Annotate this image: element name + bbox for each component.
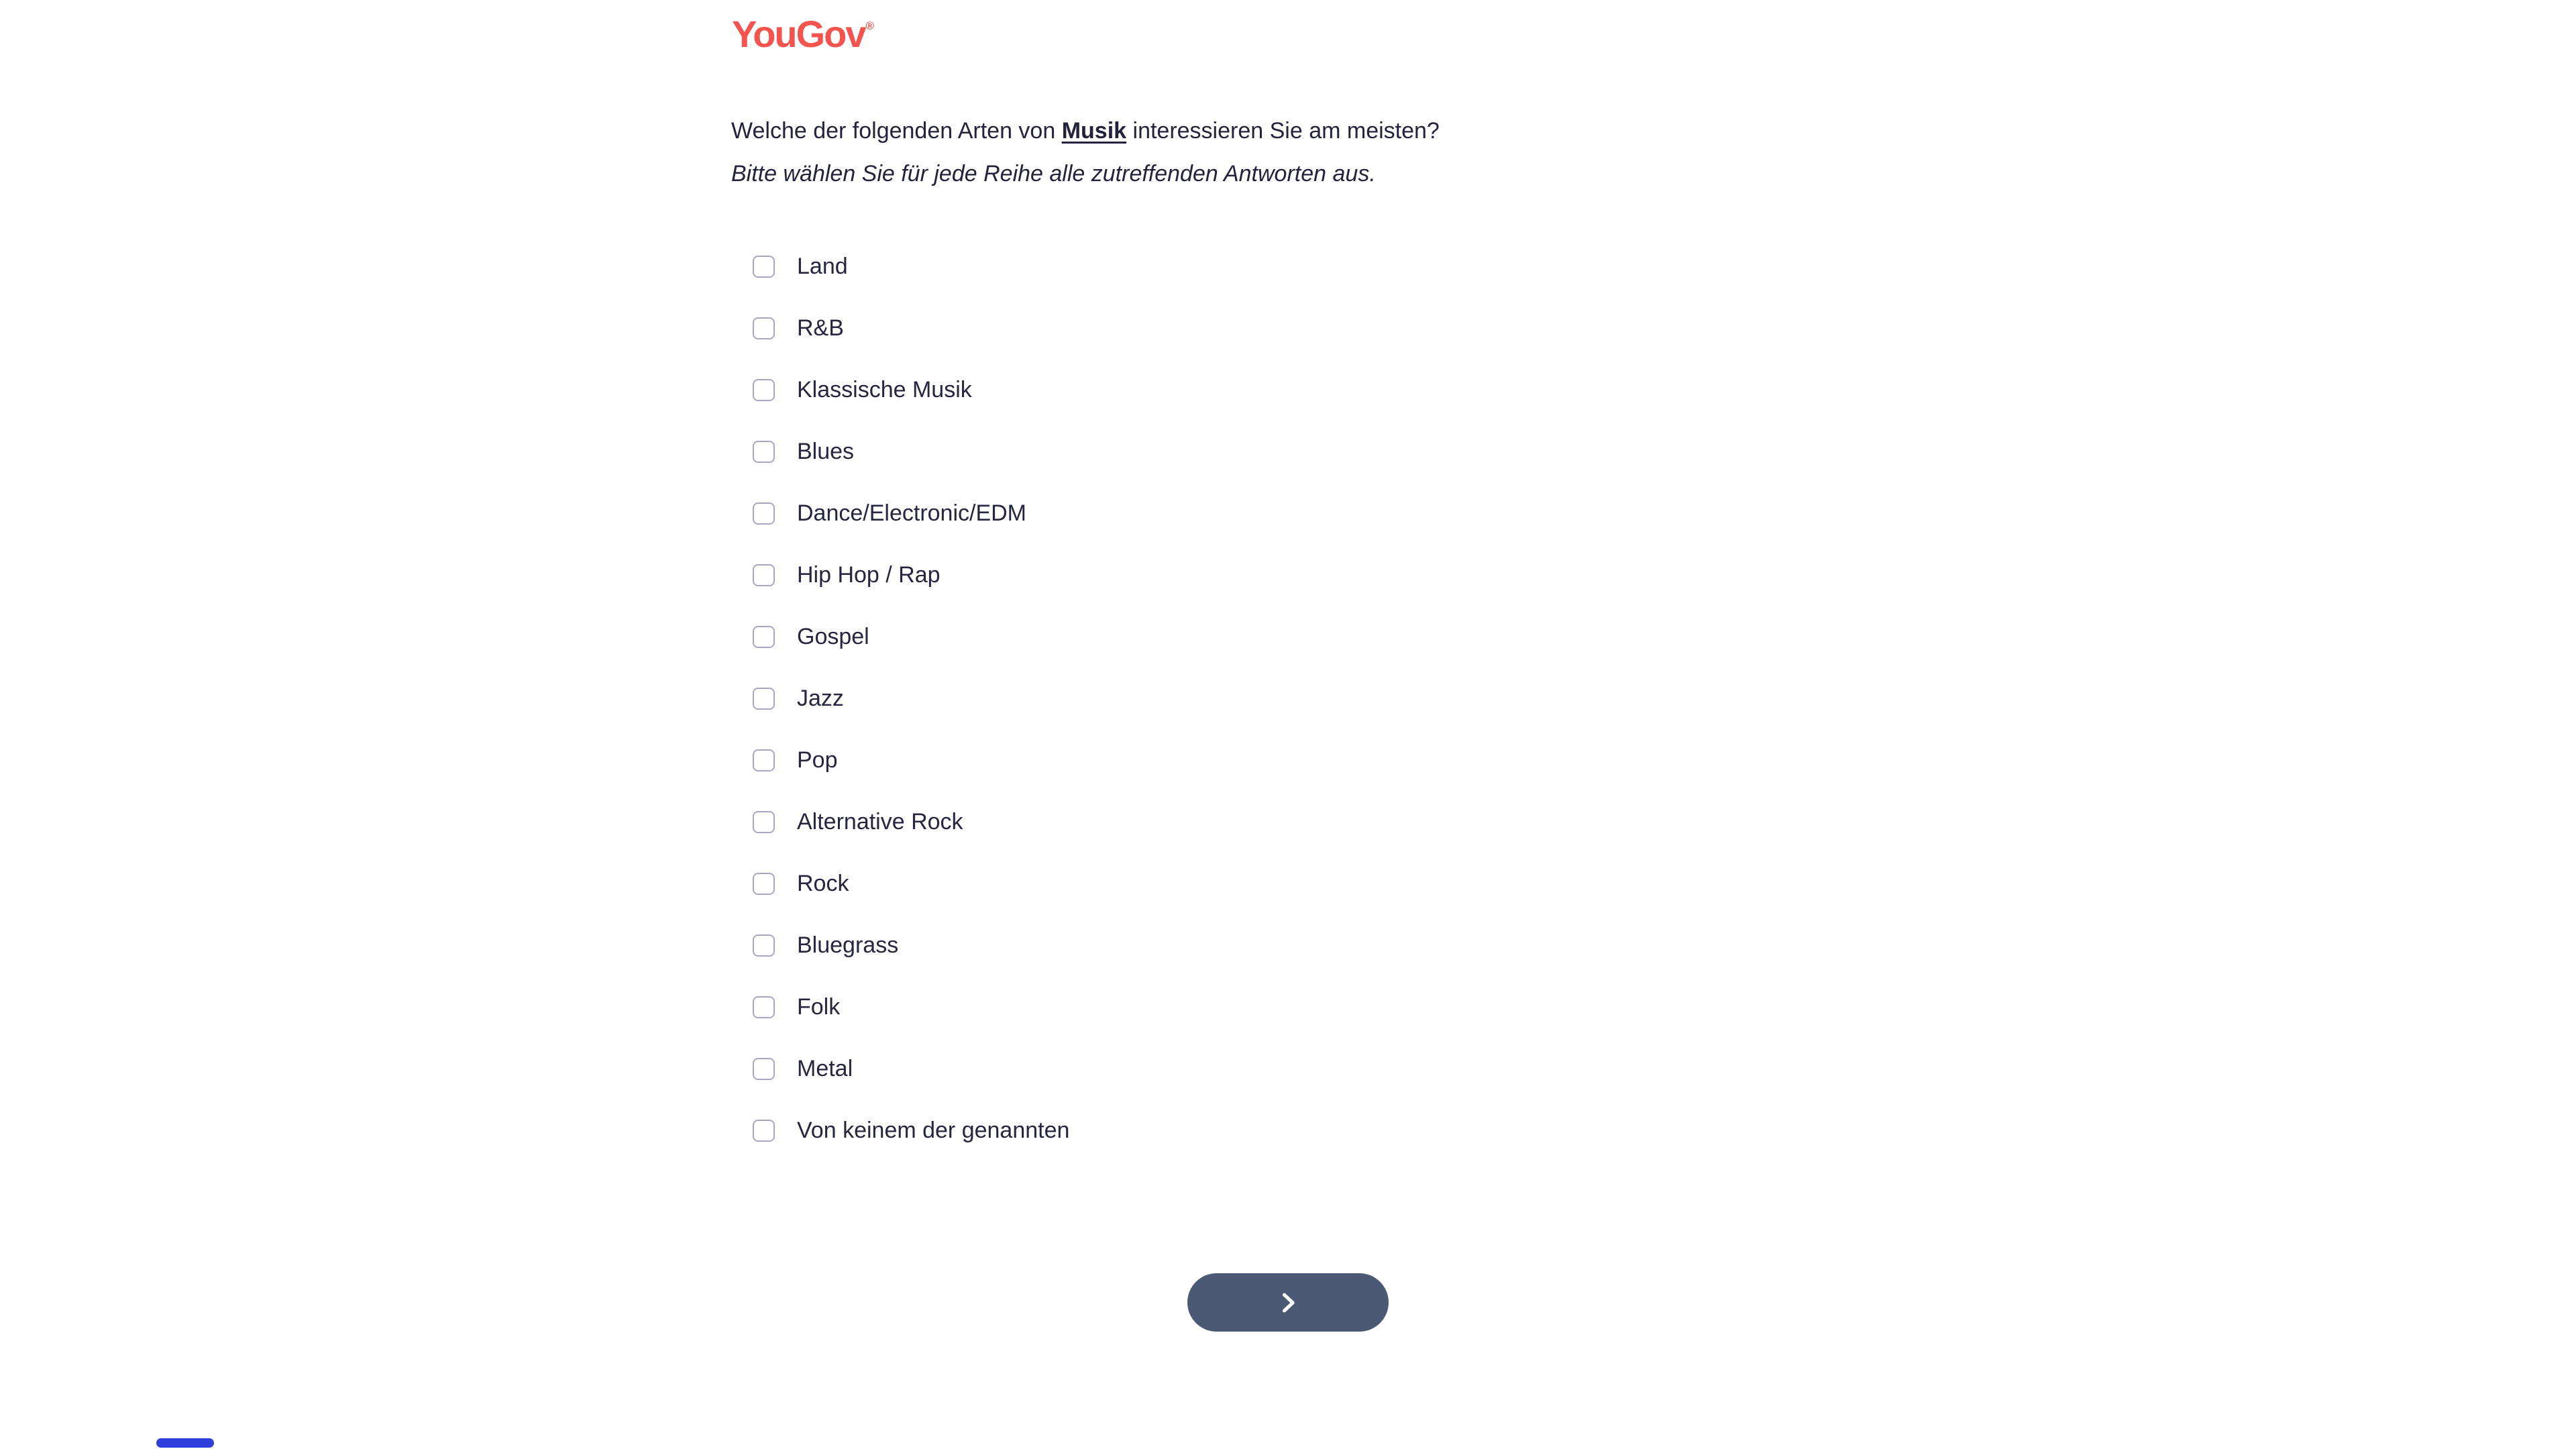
checkbox[interactable] — [753, 564, 775, 586]
option-row[interactable] — [753, 791, 1069, 853]
option-row[interactable] — [753, 853, 1069, 914]
option-row[interactable] — [753, 297, 1069, 359]
option-row[interactable] — [753, 914, 1069, 976]
option-label[interactable]: Pop — [797, 747, 838, 773]
checkbox[interactable] — [753, 873, 775, 895]
option-label[interactable]: Alternative Rock — [797, 808, 963, 835]
option-row[interactable] — [753, 976, 1069, 1038]
registered-mark-icon: ® — [865, 19, 875, 32]
question-emphasis: Musik — [1061, 118, 1127, 144]
option-label[interactable]: Von keinem der genannten — [797, 1117, 1070, 1143]
checkbox[interactable] — [753, 688, 775, 710]
option-label[interactable]: Jazz — [797, 685, 844, 711]
checkbox[interactable] — [753, 1120, 775, 1142]
checkbox[interactable] — [753, 502, 775, 525]
option-row[interactable] — [753, 544, 1069, 606]
option-row[interactable] — [753, 359, 1069, 421]
checkbox[interactable] — [753, 441, 775, 463]
option-label[interactable]: Gospel — [797, 623, 869, 649]
option-row[interactable] — [753, 606, 1069, 667]
checkbox[interactable] — [753, 749, 775, 771]
checkbox[interactable] — [753, 379, 775, 401]
question-prefix: Welche der folgenden Arten von — [731, 118, 1062, 144]
option-row[interactable] — [753, 1099, 1069, 1161]
option-row[interactable] — [753, 729, 1069, 791]
question-instruction: Bitte wählen Sie für jede Reihe alle zutreffenden Antworten aus. — [731, 161, 1376, 186]
option-label[interactable]: Dance/Electronic/EDM — [797, 500, 1027, 526]
option-label[interactable]: R&B — [797, 315, 844, 341]
option-label[interactable]: Metal — [797, 1055, 853, 1081]
options-list — [753, 235, 1069, 1161]
option-row[interactable] — [753, 482, 1069, 544]
option-row[interactable] — [753, 1038, 1069, 1099]
option-row[interactable] — [753, 235, 1069, 297]
checkbox[interactable] — [753, 1058, 775, 1080]
option-label[interactable]: Hip Hop / Rap — [797, 561, 941, 588]
option-label[interactable]: Folk — [797, 994, 841, 1020]
option-label[interactable]: Blues — [797, 438, 855, 464]
option-label[interactable]: Bluegrass — [797, 932, 899, 958]
option-row[interactable] — [753, 421, 1069, 482]
checkbox[interactable] — [753, 256, 775, 278]
option-label[interactable]: Rock — [797, 870, 849, 896]
progress-bar — [156, 1438, 214, 1448]
checkbox[interactable] — [753, 811, 775, 833]
next-button[interactable] — [1187, 1273, 1389, 1332]
yougov-logo-text: YouGov — [732, 13, 865, 55]
checkbox[interactable] — [753, 934, 775, 957]
chevron-right-icon — [1275, 1288, 1301, 1318]
option-label[interactable]: Klassische Musik — [797, 376, 972, 402]
option-row[interactable] — [753, 667, 1069, 729]
yougov-logo — [732, 15, 873, 63]
checkbox[interactable] — [753, 996, 775, 1018]
question-suffix: interessieren Sie am meisten? — [1126, 118, 1440, 144]
checkbox[interactable] — [753, 626, 775, 648]
checkbox[interactable] — [753, 317, 775, 339]
question-text — [731, 115, 1872, 146]
option-label[interactable]: Land — [797, 253, 848, 279]
